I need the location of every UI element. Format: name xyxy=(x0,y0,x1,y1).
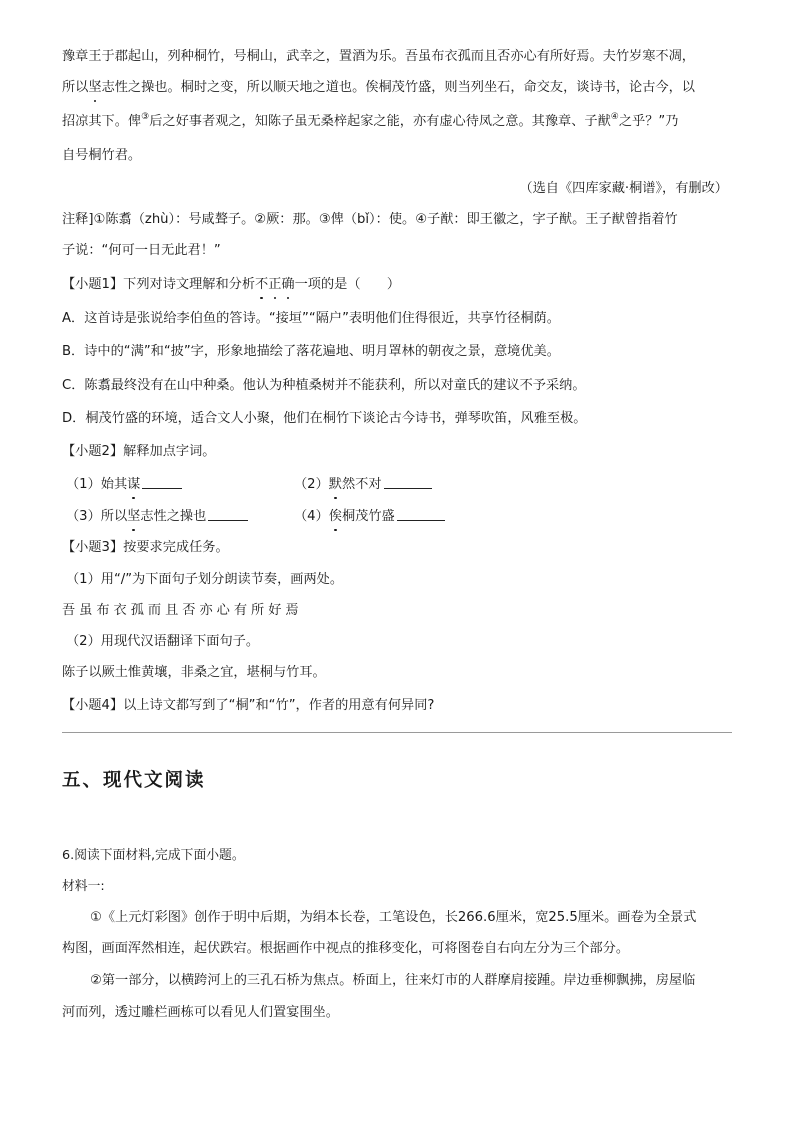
q3-stem: 【小题3】按要求完成任务。 xyxy=(62,540,229,555)
footnote-marker: ③ xyxy=(141,112,150,122)
paragraph-1-line-1: ①《上元灯彩图》创作于明中后期，为绢本长卷，工笔设色，长266.6厘米，宽25.5厘米。画卷为全景式 xyxy=(90,910,697,925)
emphasis-char: 不 xyxy=(255,277,269,292)
section-divider xyxy=(62,732,732,733)
item-number: （1） xyxy=(66,477,101,492)
emphasis-char: 确 xyxy=(281,277,295,292)
passage-line-2 xyxy=(62,79,695,97)
paragraph-1-line-2: 构图，画面浑然相连，起伏跌宕。根据画作中视点的推移变化，可将图卷自右向左分为三个部分。 xyxy=(62,941,630,956)
passage-line-4: 自号桐竹君。 xyxy=(62,148,142,163)
passage-line-3 xyxy=(62,113,678,131)
q3-task-2: （2）用现代汉语翻译下面句子。 xyxy=(66,634,260,649)
passage-text: 后之好事者观之，知陈子虽无桑梓起家之能，亦有虚心待凤之意。其豫章、子猷 xyxy=(149,114,611,129)
answer-blank[interactable] xyxy=(142,476,182,489)
answer-blank[interactable] xyxy=(208,508,248,521)
passage-text: 之乎？”乃 xyxy=(618,114,679,129)
q4-stem: 【小题4】以上诗文都写到了“桐”和“竹”，作者的用意有何异同? xyxy=(62,698,435,713)
q1-option-b: B．诗中的“满”和“披”字，形象地描绘了落花遍地、明月罩林的朝夜之景，意境优美。 xyxy=(62,344,560,359)
emphasis-char: 正 xyxy=(268,277,282,292)
q3-translate-sentence: 陈子以厥土惟黄壤，非桑之宜，堪桐与竹耳。 xyxy=(62,665,326,680)
emphasis-char: 坚 xyxy=(88,80,102,95)
notes-line-2: 子说：“何可一日无此君！” xyxy=(62,243,221,258)
q3-task-1: （1）用“/”为下面句子划分朗读节奏，画两处。 xyxy=(66,572,344,587)
footnote-marker: ④ xyxy=(610,112,619,122)
paragraph-2-line-2: 河而列，透过雕栏画栋可以看见人们置宴围坐。 xyxy=(62,1005,339,1020)
passage-line-1: 豫章王于郡起山，列种桐竹，号桐山，武幸之，置酒为乐。吾虽布衣孤而且否亦心有所好焉。夫竹岁寒不凋， xyxy=(62,49,695,64)
q2-item-4 xyxy=(294,508,445,526)
paragraph-2-line-1: ②第一部分，以横跨河上的三孔石桥为焦点。桥面上，往来灯市的人群摩肩接踵。岸边垂柳飘拂，房屋临 xyxy=(90,973,696,988)
section-title: 五、现代文阅读 xyxy=(62,770,206,791)
q1-option-c: C．陈翥最终没有在山中种桑。他认为种植桑树并不能获利，所以对童氏的建议不予采纳。 xyxy=(62,378,586,393)
q2-item-3 xyxy=(66,508,248,526)
answer-blank[interactable] xyxy=(397,508,445,521)
item-number: （2） xyxy=(294,477,329,492)
item-text: 始其 xyxy=(100,477,128,492)
q2-stem: 【小题2】解释加点字词。 xyxy=(62,444,216,459)
q3-sentence: 吾虽布衣孤而且否亦心有所好焉 xyxy=(62,603,303,618)
q6-stem: 6.阅读下面材料,完成下面小题。 xyxy=(62,848,245,863)
answer-blank[interactable] xyxy=(384,476,432,489)
item-text: 然不对 xyxy=(341,477,382,492)
passage-text: 志性之操也。桐时之变，所以顺天地之道也。俟桐茂竹盛，则当列坐石，命交友，谈诗书，论古今，以 xyxy=(101,80,695,95)
passage-text: 所以 xyxy=(62,80,89,95)
item-number: （3） xyxy=(66,509,101,524)
emphasis-char: 谋 xyxy=(127,477,141,492)
item-text: 志性之操也 xyxy=(140,509,207,524)
q1-stem-text: 一项的是（ ） xyxy=(294,277,401,292)
q2-item-2 xyxy=(294,476,432,494)
material-label: 材料一: xyxy=(62,879,105,894)
q2-item-1 xyxy=(66,476,182,494)
q1-option-a: A．这首诗是张说给李伯鱼的答诗。“接垣”“隔户”表明他们住得很近，共享竹径桐荫。 xyxy=(62,311,560,326)
q1-stem-text: 【小题1】下列对诗文理解和分析 xyxy=(62,277,256,292)
item-number: （4） xyxy=(294,509,329,524)
passage-source: （选自《四库家藏·桐谱》，有删改） xyxy=(519,181,728,196)
item-text: 桐茂竹盛 xyxy=(341,509,395,524)
q1-stem xyxy=(62,276,400,294)
emphasis-char: 坚 xyxy=(127,509,141,524)
q1-option-d: D．桐茂竹盛的环境，适合文人小聚，他们在桐竹下谈论古今诗书，弹琴吹笛，风雅至极。 xyxy=(62,411,587,426)
emphasis-char: 俟 xyxy=(328,509,342,524)
emphasis-char: 默 xyxy=(328,477,342,492)
passage-text: 招凉其下。俾 xyxy=(62,114,142,129)
item-text: 所以 xyxy=(100,509,128,524)
notes-line-1: 注释]①陈翥（zhù）：号咸聱子。②厥：那。③俾（bǐ）：使。④子猷：即王徽之，字子猷。王子猷曾指着竹 xyxy=(62,212,678,227)
